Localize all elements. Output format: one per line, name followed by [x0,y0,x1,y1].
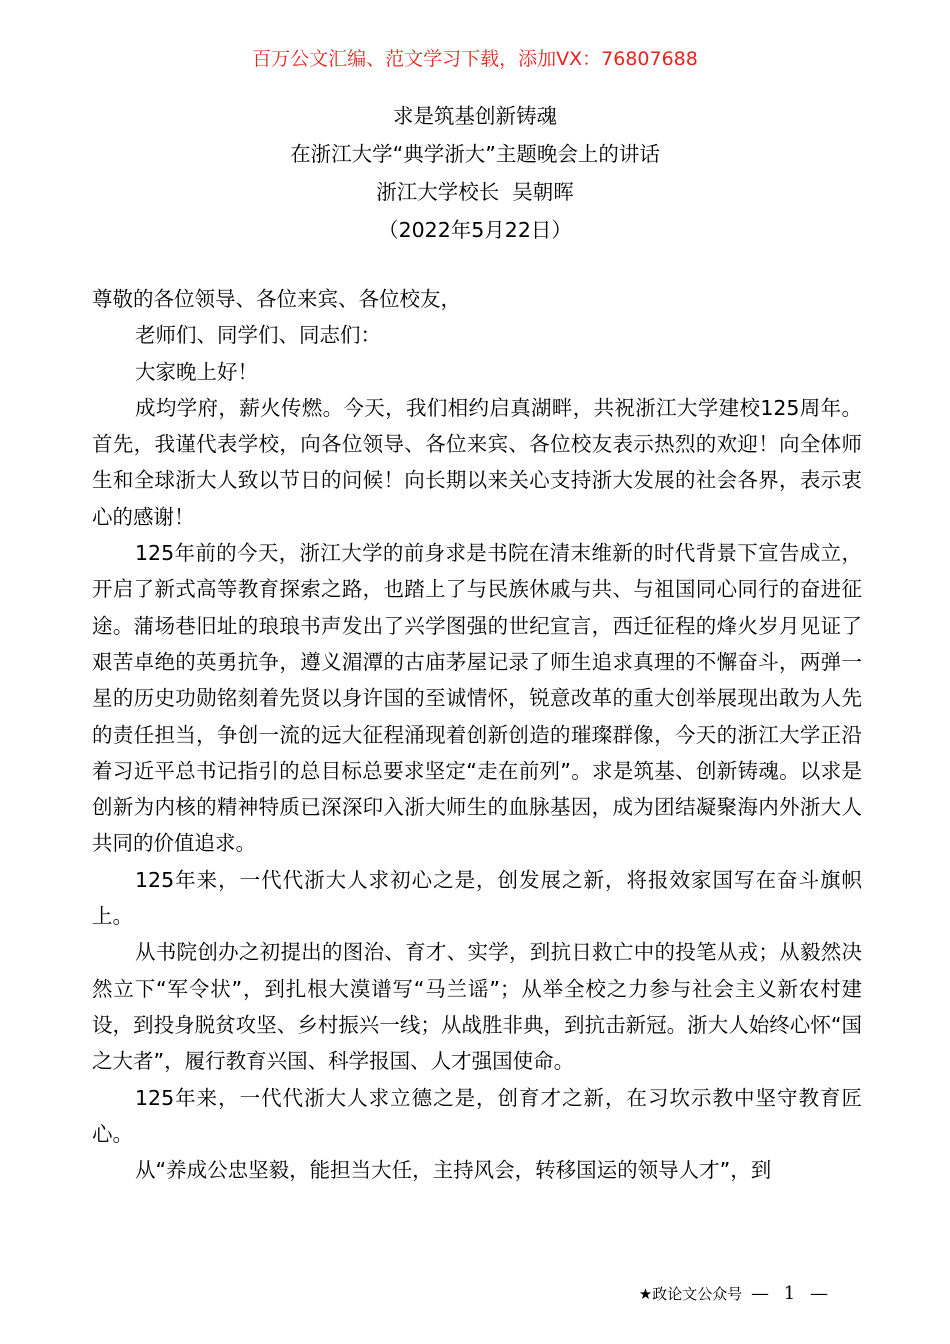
document-subtitle: 在浙江大学“典学浙大”主题晚会上的讲话 [290,142,660,166]
page-number: 1 [783,1283,796,1304]
paragraph: 125年来，一代代浙大人求立德之是，创育才之新，在习坎示教中坚守教育匠心。 [92,1085,862,1146]
speech-body [92,281,862,1188]
salutation-line-2: 老师们、同学们、同志们： [135,323,381,348]
footer-dash-right: — [810,1283,828,1304]
salutation-line-1: 尊敬的各位领导、各位来宾、各位校友， [92,287,461,311]
paragraph: 从书院创办之初提出的图治、育才、实学，到抗日救亡中的投笔从戎；从毅然决然立下“军令状”，到扎根大漠谱写“马兰谣”；从举全校之力参与社会主义新农村建设，到投身脱贫攻坚、乡村振兴一线；从战胜非典，到抗击新冠。浙大人始终心怀“国之大者”，履行教育兴国、科学报国、人才强国使命。 [92,940,862,1074]
title-block [0,97,950,249]
paragraph: 125年来，一代代浙大人求初心之是，创发展之新，将报效家国写在奋斗旗帜上。 [92,867,862,929]
header-banner: 百万公文汇编、范文学习下载，添加VX：76807688 [252,48,698,70]
document-date: （2022年5月22日） [378,218,572,242]
paragraph: 从“养成公忠坚毅，能担当大任，主持风会，转移国运的领导人才”，到 [135,1158,772,1183]
paragraph: 125年前的今天，浙江大学的前身求是书院在清末维新的时代背景下宣告成立，开启了新式高等教育探索之路，也踏上了与民族休戚与共、与祖国同心同行的奋进征途。蒲场巷旧址的琅琅书声发出了兴学图强的世纪宣言，西迁征程的烽火岁月见证了艰苦卓绝的英勇抗争，遵义湄潭的古庙茅屋记录了师生追求真理的不懈奋斗，两弹一星的历史功勋铭刻着先贤以身许国的至诚情怀，锐意改革的重大创举展现出敢为人先的责任担当，争创一流的远大征程涌现着创新创造的璀璨群像，今天的浙江大学正沿着习近平总书记指引的总目标总要求坚定“走在前列”。求是筑基、创新铸魂。以求是创新为内核的精神特质已深深印入浙大师生的血脉基因，成为团结凝聚海内外浙大人共同的价值追求。 [92,541,862,856]
footer-source: ★政论文公众号 [638,1285,743,1303]
footer-dash-left: — [750,1283,769,1304]
document-title: 求是筑基创新铸魂 [393,104,557,128]
greeting: 大家晚上好！ [135,359,258,384]
page-footer [639,1283,832,1305]
paragraph: 成均学府，薪火传燃。今天，我们相约启真湖畔，共祝浙江大学建校125周年。首先，我谨代表学校，向各位领导、各位来宾、各位校友表示热烈的欢迎！向全体师生和全球浙大人致以节日的问候！向长期以来关心支持浙大发展的社会各界，表示衷心的感谢！ [92,395,862,529]
document-author: 浙江大学校长 吴朝晖 [376,180,574,204]
